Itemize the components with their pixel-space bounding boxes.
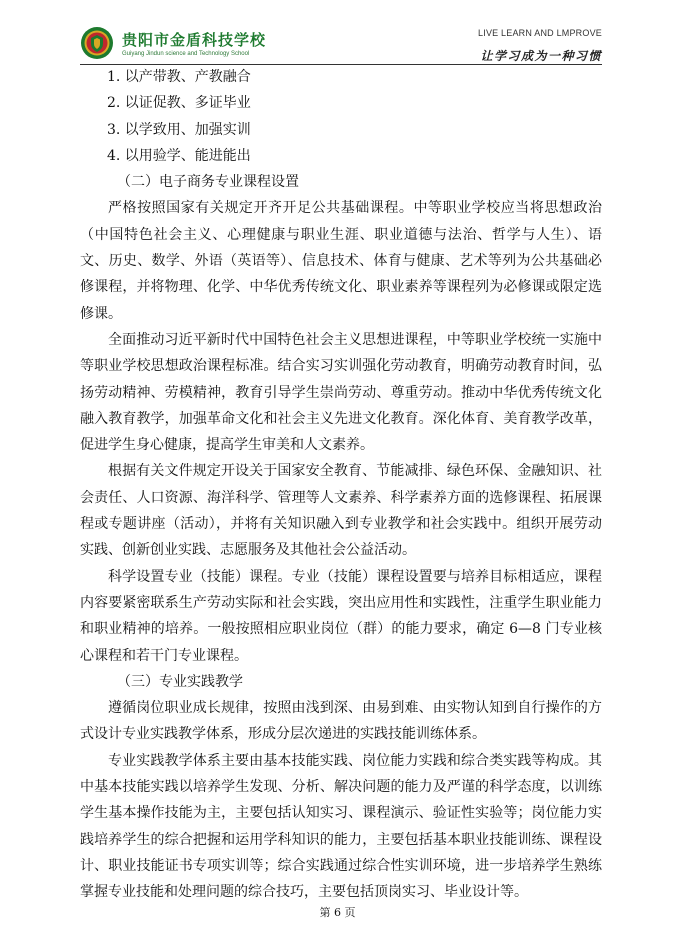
motto-chinese: 让学习成为一种习惯 xyxy=(480,49,602,63)
list-item: 4. 以用验学、能进能出 xyxy=(107,147,251,164)
section-heading-practice: （三）专业实践教学 xyxy=(117,673,243,690)
school-logo-icon xyxy=(80,26,114,60)
paragraph: 专业实践教学体系主要由基本技能实践、岗位能力实践和综合类实践等构成。其中基本技能实践以培养学生发现、分析、解决问题的能力及严谨的科学态度，以训练学生基本操作技能为主，主要包括认知实习、课程演示、验证性实验等；岗位能力实践培养学生的综合把握和运用学科知识的能力，主要包括基本职业技能训练、课程设计、职业技能证书专项实训等；综合实践通过综合性实训环境，进一步培养学生熟练掌握专业技能和处理问题的综合技巧，主要包括顶岗实习、毕业设计等。 xyxy=(80,752,602,901)
paragraph: 全面推动习近平新时代中国特色社会主义思想进课程，中等职业学校统一实施中等职业学校思想政治课程标准。结合实习实训强化劳动教育，明确劳动教育时间，弘扬劳动精神、劳模精神，教育引导学生崇尚劳动、尊重劳动。推动中华优秀传统文化融入教育教学，加强革命文化和社会主义先进文化教育。深化体育、美育教学改革，促进学生身心健康，提高学生审美和人文素养。 xyxy=(80,331,602,454)
paragraph: 科学设置专业（技能）课程。专业（技能）课程设置要与培养目标相适应，课程内容要紧密联系生产劳动实际和社会实践，突出应用性和实践性，注重学生职业能力和职业精神的培养。一般按照相应职业岗位（群）的能力要求，确定 6—8 门专业核心课程和若干门专业课程。 xyxy=(80,568,602,664)
list-item: 3. 以学致用、加强实训 xyxy=(107,121,251,138)
paragraph: 严格按照国家有关规定开齐开足公共基础课程。中等职业学校应当将思想政治（中国特色社会主义、心理健康与职业生涯、职业道德与法治、哲学与人生）、语文、历史、数学、外语（英语等）、信息技术、体育与健康、艺术等列为公共基础必修课程，并将物理、化学、中华优秀传统文化、职业素养等课程列为必修课或限定选修课。 xyxy=(80,200,602,322)
school-name-english: Guiyang Jindun science and Technology School xyxy=(122,51,250,57)
school-name: 贵阳市金盾科技学校 xyxy=(122,31,267,49)
list-item: 1. 以产带教、产教融合 xyxy=(107,69,251,85)
section-heading-curriculum: （二）电子商务专业课程设置 xyxy=(117,174,299,191)
motto-english: LIVE LEARN AND LMPROVE xyxy=(478,28,602,38)
document-body xyxy=(80,64,602,906)
list-item: 2. 以证促教、多证毕业 xyxy=(107,95,251,112)
paragraph: 遵循岗位职业成长规律，按照由浅到深、由易到难、由实物认知到自行操作的方式设计专业实践教学体系，形成分层次递进的实践技能训练体系。 xyxy=(80,700,602,743)
page-number: 第 6 页 xyxy=(319,906,356,919)
page-header xyxy=(80,22,602,66)
paragraph: 根据有关文件规定开设关于国家安全教育、节能减排、绿色环保、金融知识、社会责任、人口资源、海洋科学、管理等人文素养、科学素养方面的选修课程、拓展课程或专题讲座（活动），并将有关知识融入到专业教学和社会实践中。组织开展劳动实践、创新创业实践、志愿服务及其他社会公益活动。 xyxy=(80,463,602,559)
